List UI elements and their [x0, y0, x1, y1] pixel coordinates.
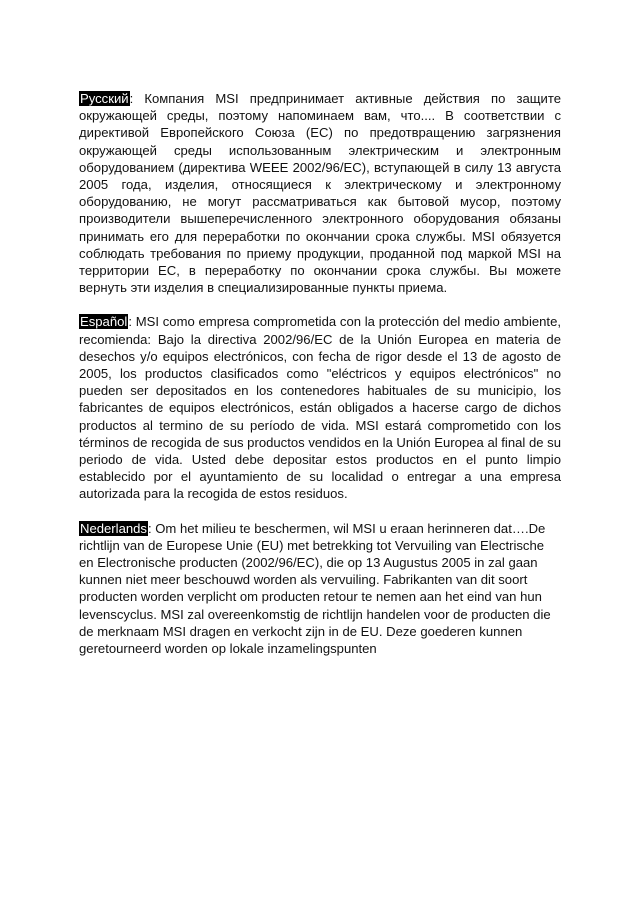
language-label-russian: Русский — [80, 91, 129, 106]
document-page — [79, 90, 561, 674]
section-spanish-text: : MSI como empresa comprometida con la protección del medio ambiente, recomienda: Bajo la directiva 2002/96/EC de la Unión Europea en materia de desechos y/o equipos electrónicos, con fecha de rigor desde el 13 de agosto de 2005, los productos clasificados como "eléctricos y equipos electrónicos" no pueden ser depositados en los contenedores habituales de su municipio, los fabricantes de equipos electrónicos, están obligados a hacerse cargo de dichos productos al termino de su período de vida. MSI estará comprometido con los términos de recogida de sus productos vendidos en la Unión Europea al final de su periodo de vida. Usted debe depositar estos productos en el punto limpio establecido por el ayuntamiento de su localidad o entregar a una empresa autorizada para la recogida de estos residuos. — [79, 314, 561, 502]
section-russian-text: : Компания MSI предпринимает активные действия по защите окружающей среды, поэтому напоминаем вам, что.... В соответствии с директивой Европейского Союза (ЕС) по предотвращению загрязнения окружающей среды использованным электрическим и электронным оборудованием (директива WEEE 2002/96/EC), вступающей в силу 13 августа 2005 года, изделия, относящиеся к электрическому и электронному оборудованию, не могут рассматриваться как бытовой мусор, поэтому производители вышеперечисленного электронного оборудования обязаны принимать его для переработки по окончании срока службы. MSI обязуется соблюдать требования по приему продукции, проданной под маркой MSI на территории EC, в переработку по окончании срока службы. Вы можете вернуть эти изделия в специализированные пункты приема. — [79, 91, 561, 296]
language-label-dutch: Nederlands — [80, 520, 147, 536]
section-dutch — [79, 520, 561, 658]
language-label-spanish: Español — [80, 314, 128, 330]
section-spanish — [79, 313, 561, 502]
section-russian — [79, 90, 561, 296]
section-dutch-text: : Om het milieu te beschermen, wil MSI u eraan herinneren dat….De richtlijn van de Europese Unie (EU) met betrekking tot Vervuiling van Electrische en Electronische producten (2002/96/EC), die op 13 Augustus 2005 in zal gaan kunnen niet meer beschouwd worden als vervuiling. Fabrikanten van dit soort producten worden verplicht om producten retour te nemen aan het eind van hun levenscyclus. MSI zal overeenkomstig de richtlijn handelen voor de producten die de merknaam MSI dragen en verkocht zijn in de EU. Deze goederen kunnen geretourneerd worden op lokale inzamelingspunten — [79, 520, 551, 657]
